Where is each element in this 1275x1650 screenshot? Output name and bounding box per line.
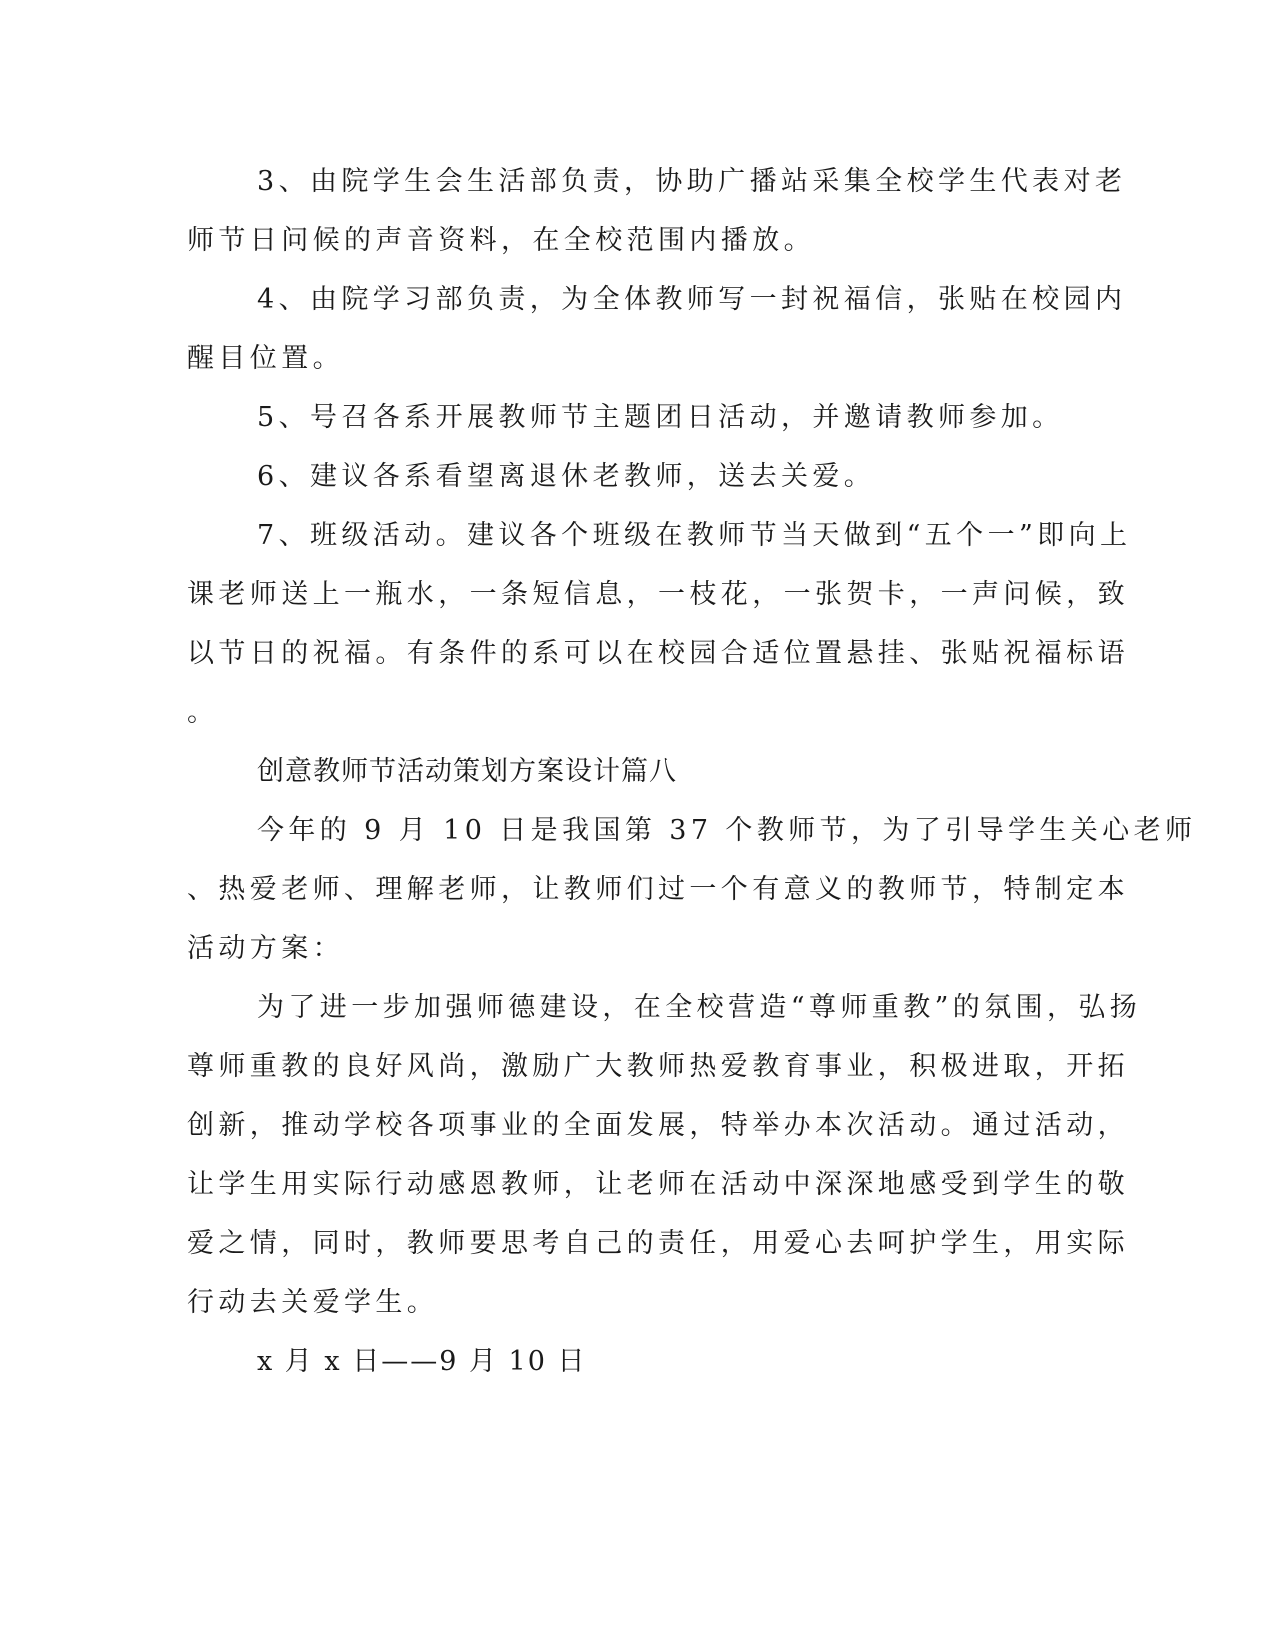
purpose-line-5: 爱之情，同时，教师要思考自己的责任，用爱心去呵护学生，用实际 — [187, 1228, 1129, 1259]
intro-line-3: 活动方案： — [187, 933, 344, 964]
section-heading: 创意教师节活动策划方案设计篇八 — [257, 756, 677, 787]
paragraph-3-line-2: 师节日问候的声音资料，在全校范围内播放。 — [187, 225, 815, 256]
purpose-line-1: 为了进一步加强师德建设，在全校营造“尊师重教”的氛围，弘扬 — [257, 992, 1142, 1023]
intro-line-1: 今年的 9 月 10 日是我国第 37 个教师节，为了引导学生关心老师 — [257, 815, 1197, 846]
purpose-line-2: 尊师重教的良好风尚，激励广大教师热爱教育事业，积极进取，开拓 — [187, 1051, 1129, 1082]
paragraph-6-line-1: 6、建议各系看望离退休老教师，送去关爱。 — [257, 461, 876, 492]
purpose-line-3: 创新，推动学校各项事业的全面发展，特举办本次活动。通过活动， — [187, 1110, 1129, 1141]
paragraph-7-line-3: 以节日的祝福。有条件的系可以在校园合适位置悬挂、张贴祝福标语 — [187, 638, 1129, 669]
paragraph-7-line-2: 课老师送上一瓶水，一条短信息，一枝花，一张贺卡，一声问候，致 — [187, 579, 1129, 610]
paragraph-7-line-1: 7、班级活动。建议各个班级在教师节当天做到“五个一”即向上 — [257, 520, 1132, 551]
purpose-line-6: 行动去关爱学生。 — [187, 1287, 439, 1318]
paragraph-3-line-1: 3、由院学生会生活部负责，协助广播站采集全校学生代表对老 — [257, 166, 1127, 197]
paragraph-4-line-2: 醒目位置。 — [187, 343, 344, 374]
purpose-line-4: 让学生用实际行动感恩教师，让老师在活动中深深地感受到学生的敬 — [187, 1169, 1129, 1200]
intro-line-2: 、热爱老师、理解老师，让教师们过一个有意义的教师节，特制定本 — [187, 874, 1129, 905]
paragraph-5-line-1: 5、号召各系开展教师节主题团日活动，并邀请教师参加。 — [257, 402, 1064, 433]
paragraph-4-line-1: 4、由院学习部负责，为全体教师写一封祝福信，张贴在校园内 — [257, 284, 1127, 315]
paragraph-7-line-4: 。 — [187, 697, 219, 728]
activity-dates: x 月 x 日——9 月 10 日 — [257, 1346, 587, 1377]
